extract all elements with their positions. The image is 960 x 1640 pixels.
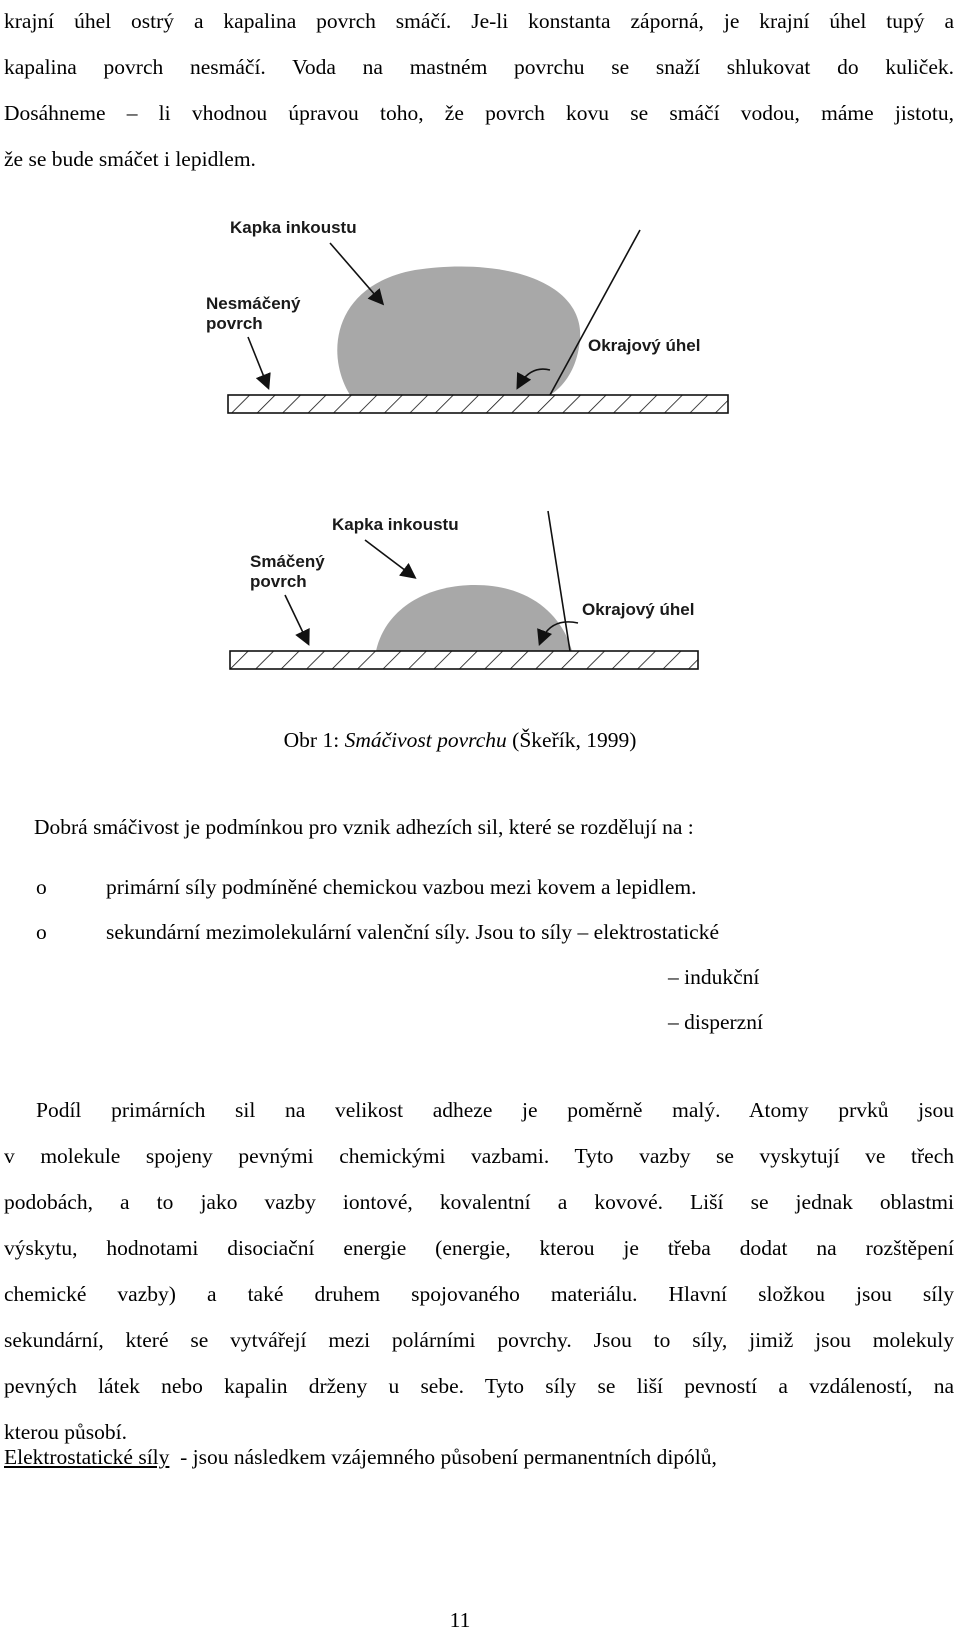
lead-sentence: Dobrá smáčivost je podmínkou pro vznik adhezích sil, které se rozdělují na : [34, 815, 694, 839]
body-line-2: v molekule spojeny pevnými chemickými vazbami. Tyto vazby se vyskytují ve třech [4, 1144, 954, 1168]
page-number: 11 [449, 1608, 471, 1632]
intro-line-4: že se bude smáčet i lepidlem. [4, 147, 256, 171]
top-surface-label-1: Nesmáčený [206, 294, 301, 313]
top-substrate [228, 395, 728, 413]
top-drop-arrow [330, 243, 382, 303]
caption-title: Smáčivost povrchu [344, 728, 507, 752]
bottom-surface-label-1: Smáčený [250, 552, 325, 571]
wettability-diagram [200, 215, 740, 695]
list-item-2: sekundární mezimolekulární valenční síly. Jsou to síly – elektrostatické [106, 920, 720, 944]
bottom-drop-shape [376, 585, 572, 651]
top-drop-label: Kapka inkoustu [230, 218, 357, 237]
bottom-angle-label: Okrajový úhel [582, 600, 695, 619]
figure-caption [0, 728, 920, 753]
list-bullet-2: o [36, 920, 47, 944]
electrostatic-rest: - jsou následkem vzájemného působení permanentních dipólů, [169, 1445, 717, 1469]
electrostatic-definition [4, 1445, 717, 1470]
body-line-5: chemické vazby) a také druhem spojovaného materiálu. Hlavní složkou jsou síly [4, 1282, 954, 1306]
wetted-panel [230, 511, 698, 669]
intro-line-2: kapalina povrch nesmáčí. Voda na mastném povrchu se snaží shlukovat do kuliček. [4, 55, 954, 79]
intro-paragraph [4, 0, 954, 182]
body-line-4: výskytu, hodnotami disociační energie (energie, kterou je třeba dodat na rozštěpení [4, 1236, 954, 1260]
intro-line-3: Dosáhneme – li vhodnou úpravou toho, že povrch kovu se smáčí vodou, máme jistotu, [4, 101, 954, 125]
top-angle-label: Okrajový úhel [588, 336, 701, 355]
intro-line-1: krajní úhel ostrý a kapalina povrch smáčí. Je-li konstanta záporná, je krajní úhel tupý a [4, 9, 954, 33]
top-drop-shape [337, 266, 580, 395]
list-bullet-1: o [36, 875, 47, 899]
bottom-surface-arrow [285, 595, 308, 643]
top-surface-arrow [248, 337, 268, 387]
non-wetted-panel [206, 218, 728, 413]
caption-suffix: (Škeřík, 1999) [506, 728, 637, 752]
top-surface-label-2: povrch [206, 314, 263, 333]
bottom-surface-label-2: povrch [250, 572, 307, 591]
caption-prefix: Obr 1: [283, 728, 345, 752]
bottom-substrate [230, 651, 698, 669]
body-line-7: pevných látek nebo kapalin drženy u sebe. Tyto síly se liší pevností a vzdáleností, na [4, 1374, 954, 1398]
body-line-1: Podíl primárních sil na velikost adheze je poměrně malý. Atomy prvků jsou [36, 1098, 954, 1122]
list-continuation-1: – indukční [668, 965, 760, 989]
list-item-1: primární síly podmíněné chemickou vazbou mezi kovem a lepidlem. [106, 875, 697, 899]
wettability-figure [200, 215, 740, 695]
electrostatic-term: Elektrostatické síly [4, 1445, 170, 1469]
list-continuation-2: – disperzní [668, 1010, 763, 1034]
body-paragraph [4, 1087, 954, 1455]
bottom-drop-arrow [365, 540, 414, 577]
body-line-6: sekundární, které se vytvářejí mezi polárními povrchy. Jsou to síly, jimiž jsou molekuly [4, 1328, 954, 1352]
body-line-8: kterou působí. [4, 1420, 128, 1444]
bottom-drop-label: Kapka inkoustu [332, 515, 459, 534]
body-line-3: podobách, a to jako vazby iontové, kovalentní a kovové. Liší se jednak oblastmi [4, 1190, 954, 1214]
